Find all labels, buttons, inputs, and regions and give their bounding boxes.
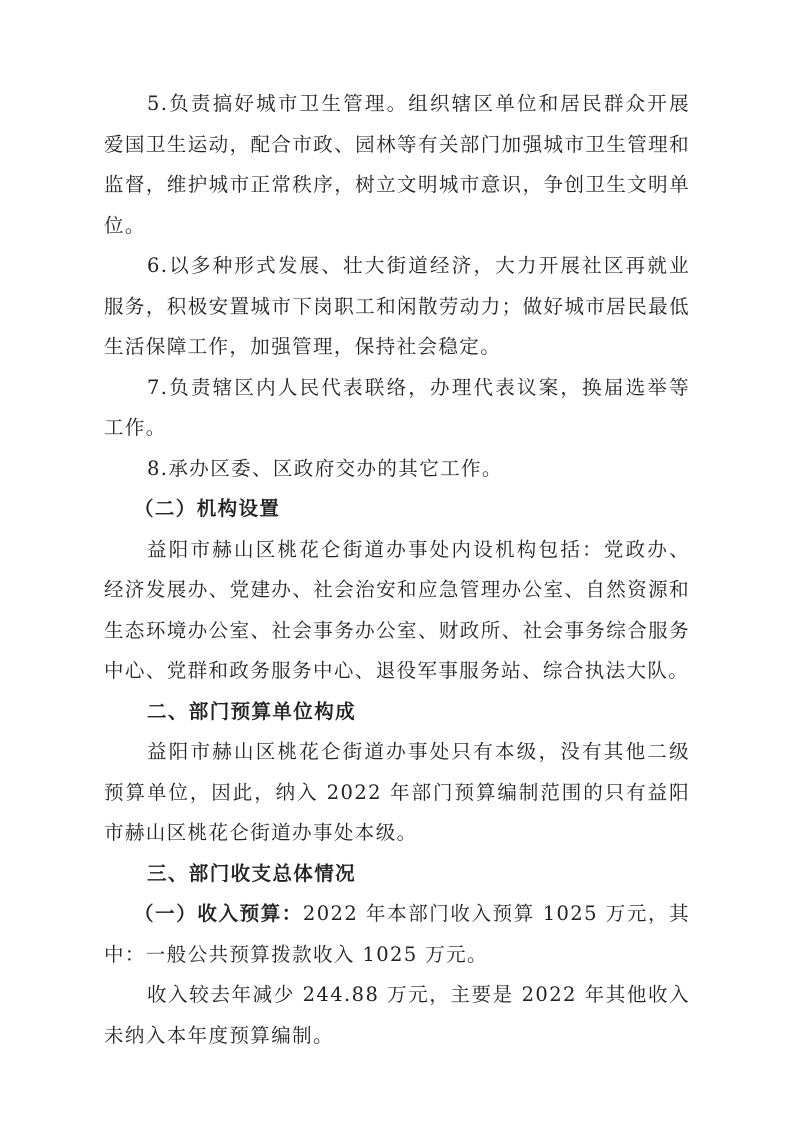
- duty-item-8: 8.承办区委、区政府交办的其它工作。: [147, 456, 503, 480]
- duty-item-6: 6.以多种形式发展、壮大街道经济，大力开展社区再就业服务，积极安置城市下岗职工和闲散劳动力；做好城市居民最低生活保障工作，加强管理，保持社会稳定。: [104, 254, 690, 358]
- section-body-units: 益阳市赫山区桃花仑街道办事处只有本级，没有其他二级预算单位，因此，纳入 2022 年部门预算编制范围的只有益阳市赫山区桃花仑街道办事处本级。: [104, 740, 690, 844]
- income-change-paragraph: 收入较去年减少 244.88 万元，主要是 2022 年其他收入未纳入本年度预算编制。: [104, 983, 690, 1047]
- section-body-org: 益阳市赫山区桃花仑街道办事处内设机构包括：党政办、经济发展办、党建办、社会治安和应急管理办公室、自然资源和生态环境办公室、社会事务办公室、财政所、社会事务综合服务中心、党群和政务服务中心、退役军事服务站、综合执法大队。: [104, 537, 690, 682]
- section-heading-overview: 三、部门收支总体情况: [147, 861, 357, 885]
- duty-item-7: 7.负责辖区内人民代表联络，办理代表议案，换届选举等工作。: [104, 375, 690, 439]
- duty-item-5: 5.负责搞好城市卫生管理。组织辖区单位和居民群众开展爱国卫生运动，配合市政、园林等有关部门加强城市卫生管理和监督，维护城市正常秩序，树立文明城市意识，争创卫生文明单位。: [104, 92, 690, 237]
- document-page: [104, 84, 690, 1056]
- section-heading-units: 二、部门预算单位构成: [147, 699, 357, 723]
- income-lead: （一）收入预算：: [134, 902, 303, 925]
- income-paragraph: [104, 894, 690, 975]
- section-heading-org: （二）机构设置: [134, 497, 281, 520]
- income-text: 2022 年本部门收入预算 1025 万元，其中：一般公共预算拨款收入 1025 万元。: [104, 902, 690, 966]
